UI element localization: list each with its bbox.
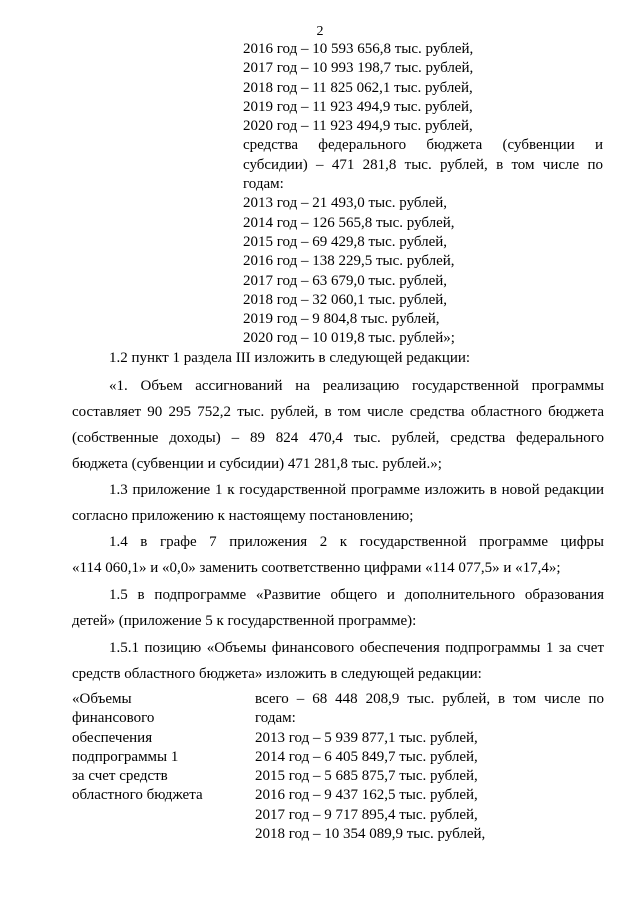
- table-left-column: [72, 690, 242, 806]
- paragraph-line: составляет 90 295 752,2 тыс. рублей, в том числе средства областного бюджета: [72, 404, 604, 420]
- paragraph-line: согласно приложению к настоящему постановлению;: [72, 508, 414, 524]
- federal-year-line: 2016 год – 138 229,5 тыс. рублей,: [243, 253, 455, 270]
- paragraph-text: 1.2 пункт 1 раздела III изложить в следующей редакции:: [109, 350, 471, 366]
- paragraph-line: 1.4 в графе 7 приложения 2 к государственной программе цифры: [109, 534, 604, 550]
- paragraph-body: [72, 635, 604, 687]
- table-total-line: годам:: [255, 710, 296, 727]
- federal-year-line: 2015 год – 69 429,8 тыс. рублей,: [243, 233, 448, 250]
- table-year-line: 2013 год – 5 939 877,1 тыс. рублей,: [255, 729, 478, 746]
- paragraph-line: 1.3 приложение 1 к государственной программе изложить в новой редакции: [109, 482, 604, 498]
- table-year-line: 2014 год – 6 405 849,7 тыс. рублей,: [255, 748, 478, 765]
- paragraph-1-5-1: [72, 635, 604, 687]
- year-line: 2018 год – 11 825 062,1 тыс. рублей,: [243, 79, 473, 96]
- paragraph-body: [72, 373, 604, 477]
- paragraph-1-2-quote: [72, 373, 604, 477]
- federal-year-line: 2020 год – 10 019,8 тыс. рублей»;: [243, 330, 455, 347]
- year-line: 2017 год – 10 993 198,7 тыс. рублей,: [243, 60, 474, 77]
- page-number: 2: [316, 24, 324, 39]
- federal-year-line: 2014 год – 126 565,8 тыс. рублей,: [243, 214, 455, 231]
- funding-by-year-block: [243, 40, 603, 349]
- paragraph-body: [72, 477, 604, 529]
- paragraph-line: «1. Объем ассигнований на реализацию государственной программы: [109, 378, 604, 394]
- federal-year-line: 2018 год – 32 060,1 тыс. рублей,: [243, 291, 448, 308]
- table-year-line: 2018 год – 10 354 089,9 тыс. рублей,: [255, 826, 486, 843]
- year-line: 2016 год – 10 593 656,8 тыс. рублей,: [243, 41, 474, 57]
- paragraph-line: средств областного бюджета» изложить в следующей редакции:: [72, 666, 482, 682]
- paragraph-1-2: [72, 345, 604, 371]
- year-line: 2019 год – 11 923 494,9 тыс. рублей,: [243, 98, 473, 115]
- table-total-line: всего – 68 448 208,9 тыс. рублей, в том числе по: [255, 691, 604, 707]
- paragraph-body: [72, 582, 604, 634]
- federal-year-line: 2019 год – 9 804,8 тыс. рублей,: [243, 311, 440, 328]
- federal-budget-line: годам:: [243, 176, 284, 193]
- table-label-line: финансового: [72, 710, 155, 727]
- table-right-column: [255, 690, 604, 844]
- federal-budget-line: средства федерального бюджета (субвенции и: [243, 137, 603, 154]
- table-label-line: подпрограммы 1: [72, 748, 179, 765]
- paragraph-line: 1.5.1 позицию «Объемы финансового обеспечения подпрограммы 1 за счет: [109, 640, 604, 656]
- federal-year-line: 2017 год – 63 679,0 тыс. рублей,: [243, 272, 448, 289]
- table-year-line: 2016 год – 9 437 162,5 тыс. рублей,: [255, 787, 478, 804]
- paragraph-line: бюджета (субвенции и субсидии) 471 281,8 тыс. рублей.»;: [72, 456, 442, 472]
- table-label-line: «Объемы: [72, 691, 132, 707]
- federal-year-line: 2013 год – 21 493,0 тыс. рублей,: [243, 195, 448, 212]
- paragraph-line: 1.5 в подпрограмме «Развитие общего и дополнительного образования: [109, 587, 604, 603]
- paragraph-1-4: [72, 529, 604, 581]
- paragraph-1-3: [72, 477, 604, 529]
- paragraph-line: (собственные доходы) – 89 824 470,4 тыс. рублей, средства федерального: [72, 430, 604, 446]
- table-label-line: за счет средств: [72, 768, 168, 785]
- paragraph-line: «114 060,1» и «0,0» заменить соответственно цифрами «114 077,5» и «17,4»;: [72, 560, 561, 576]
- table-year-line: 2015 год – 5 685 875,7 тыс. рублей,: [255, 768, 478, 785]
- table-label-line: обеспечения: [72, 729, 153, 746]
- paragraph-line: детей» (приложение 5 к государственной программе):: [72, 613, 417, 629]
- table-label-line: областного бюджета: [72, 787, 203, 804]
- year-line: 2020 год – 11 923 494,9 тыс. рублей,: [243, 118, 473, 135]
- paragraph-body: [72, 529, 604, 581]
- table-year-line: 2017 год – 9 717 895,4 тыс. рублей,: [255, 806, 478, 823]
- paragraph-1-5: [72, 582, 604, 634]
- federal-budget-line: субсидии) – 471 281,8 тыс. рублей, в том числе по: [243, 156, 603, 173]
